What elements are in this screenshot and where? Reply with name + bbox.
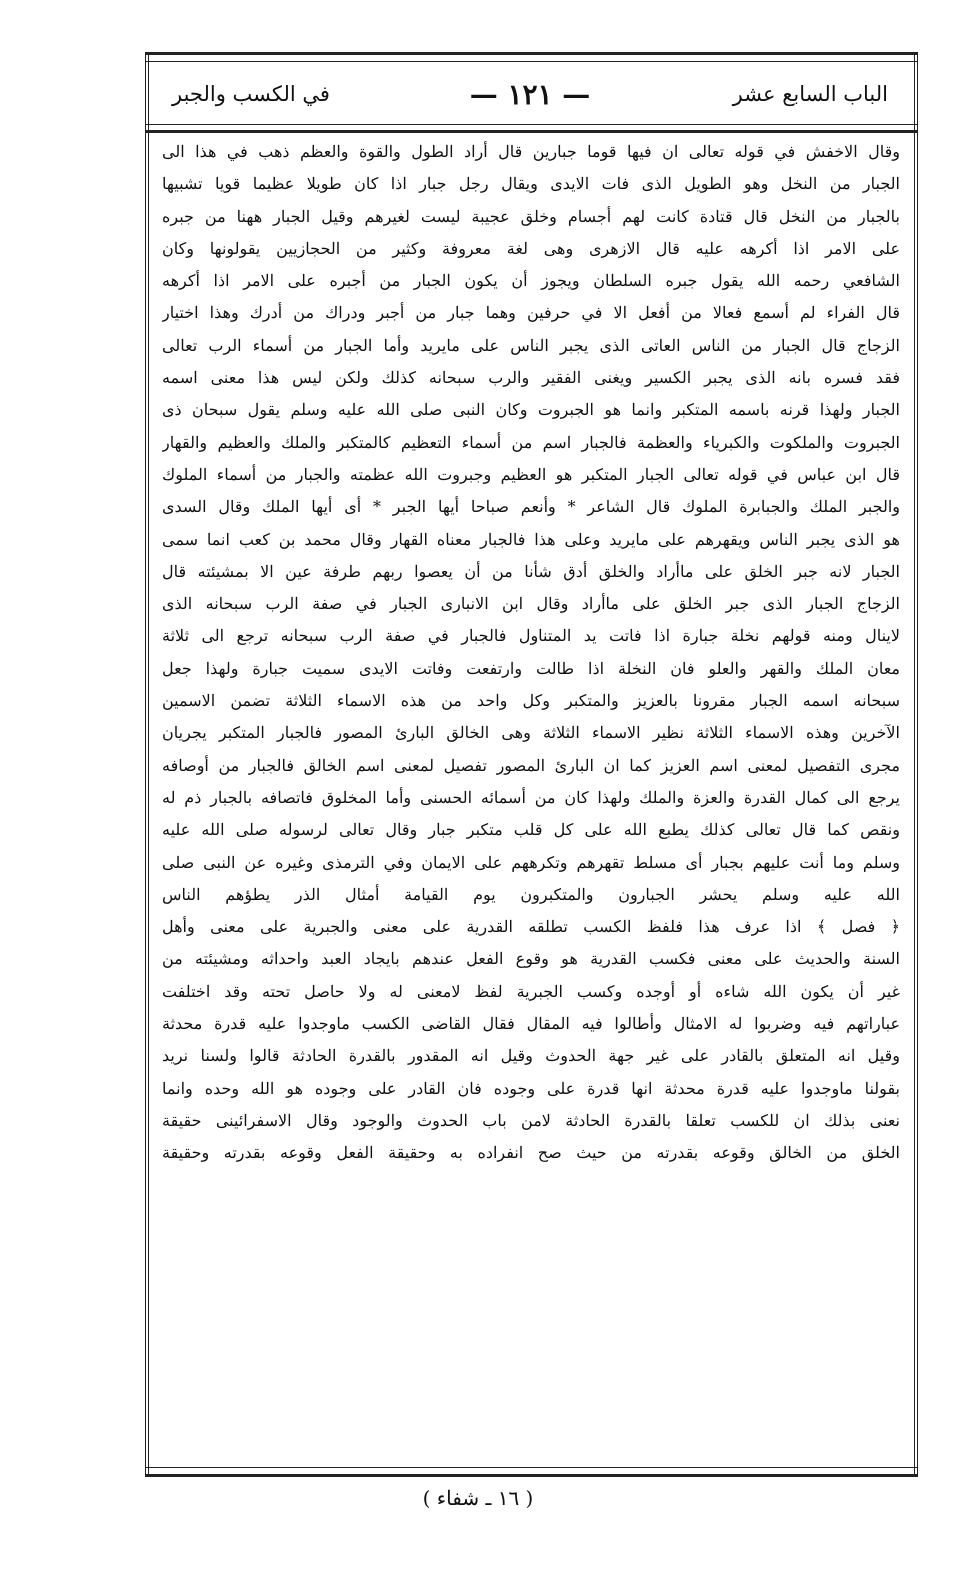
text-line: الزجاج قال الجبار من الناس العاتى الذى يجبر الناس على مايريد وأما الجبار من أسماء الرب تعالى: [162, 335, 900, 355]
text-body: [162, 136, 900, 1460]
text-line: الجبار من النخل وهو الطويل الذى فات الايدى ويقال رجل جبار اذا كان طويلا عظيما قويا تشبيها: [162, 174, 900, 194]
signature-mark: ( ١٦ ـ شفاء ): [422, 1486, 534, 1510]
section-topic: في الكسب والجبر: [172, 82, 330, 106]
text-line: السنة والحديث على معنى فكسب القدرية هو وقوع الفعل عندهم بايجاد العبد واحداثه ومشيئته من: [162, 949, 900, 969]
text-line: الخلق من الخالق وقوعه بقدرته من حيث صح انفراده به وحقيقة الفعل وقوعه بقدرته وحقيقة: [162, 1143, 900, 1163]
text-line: ﴿ فصل ﴾ اذا عرف هذا فلفظ الكسب تطلقه القدرية على معنى والجبرية على معنى وأهل: [162, 917, 900, 937]
text-line: قال الفراء لم أسمع فعالا من أفعل الا في حرفين وهما جبار من أجبر ودراك من أدرك وهذا اختيار: [162, 303, 900, 323]
running-header: [160, 72, 900, 122]
text-line: لاينال ومنه قولهم نخلة جبارة اذا فاتت يد المتناول فالجبار في صفة الرب سبحانه ترجع الى ثلاثة: [162, 626, 900, 646]
chapter-title: الباب السابع عشر: [732, 82, 888, 106]
text-line: هو الذى يجبر الناس ويقهرهم على مايريد وعلى هذا فالجبار معناه القهار وقال محمد بن كعب انما سمى: [162, 529, 900, 549]
text-line: الزجاج الجبار الذى جبر الخلق على ماأراد وقال ابن الانبارى الجبار في صفة الرب سبحانه الذى: [162, 594, 900, 614]
text-line: الجبروت والملكوت والكبرياء والعظمة فالجبار اسم من أسماء التعظيم كالمتكبر والملك والعظيم والقهار: [162, 432, 900, 452]
text-line: على الامر اذا أكرهه عليه قال الازهرى وهى لغة معروفة وكثير من الحجازيين يقولونها وكان: [162, 238, 900, 258]
text-line: الله عليه وسلم يحشر الجبارون والمتكبرون يوم القيامة أمثال الذر يطؤهم الناس: [162, 884, 900, 904]
text-line: بالجبار من النخل قال قتادة كانت لهم أجسام وخلق عجيبة ليست لغيرهم وقيل الجبار ههنا من جبره: [162, 206, 900, 226]
text-line: عباراتهم فيه وضربوا له الامثال وأطالوا فيه المقال فقال القاضى الكسب ماوجدوا عليه قدرة محدثة: [162, 1014, 900, 1034]
text-line: سبحانه اسمه الجبار مقرونا بالعزيز والمتكبر وكل واحد من هذه الاسماء الثلاثة تضمن الاسمين: [162, 691, 900, 711]
top-rule: [145, 52, 918, 62]
text-line: وقيل انه المتعلق بالقادر على غير جهة الحدوث وقيل انه المقدور بالقدرة الحادثة قالوا ولسنا نريد: [162, 1046, 900, 1066]
text-line: مجرى التفصيل لمعنى اسم العزيز كما ان البارئ المصور تفصيل لمعنى اسم الخالق فالجبار من أوصافه: [162, 755, 900, 775]
text-line: معان الملك والقهر والعلو فان النخلة اذا طالت وارتفعت وفاتت الايدى سميت جبارة ولهذا جعل: [162, 658, 900, 678]
text-line: الجبار ولهذا قرنه باسمه المتكبر وانما هو الجبروت وكان النبى صلى الله عليه وسلم يقول سبحان ذى: [162, 400, 900, 420]
header-rule: [145, 124, 918, 133]
text-line: فقد فسره بانه الذى يجبر الكسير ويغنى الفقير والرب سبحانه كذلك ولكن ليس هذا معنى اسمه: [162, 368, 900, 388]
text-line: الشافعي رحمه الله يقول جبره السلطان ويجوز أن يكون الجبار من أجبره على الامر اذا أكرهه: [162, 271, 900, 291]
bottom-rule: [145, 1467, 918, 1477]
text-line: الجبار لانه جبر الخلق على ماأراد والخلق أدق شأنا من أن يعصوا ربهم طرفة عين الا بمشيئته قال: [162, 561, 900, 581]
text-line: بقولنا ماوجدوا عليه قدرة محدثة انها قدرة على وجوده فان القادر على وجوده هو الله وحده وانما: [162, 1078, 900, 1098]
text-line: وسلم وما أنت عليهم بجبار أى مسلط تقهرهم وتكرههم على الايمان وفي الترمذى وغيره عن النبى صلى: [162, 852, 900, 872]
page-number: — ١٢١ —: [469, 78, 591, 111]
text-line: نعنى بذلك ان للكسب تعلقا بالقدرة الحادثة لامن باب الحدوث والوجود وقال الاسفرائينى حقيقة: [162, 1110, 900, 1130]
text-line: ونقص كما قال تعالى كذلك يطبع الله على كل قلب متكبر جبار وقال تعالى لرسوله صلى الله عليه: [162, 820, 900, 840]
text-line: الآخرين وهذه الاسماء الثلاثة نظير الاسماء الثلاثة وهى الخالق البارئ المصور فالجبار المتكبر يجريان: [162, 723, 900, 743]
text-line: قال ابن عباس في قوله تعالى الجبار المتكبر هو العظيم وجبروت الله عظمته والجبار من أسماء الملوك: [162, 464, 900, 484]
text-line: وقال الاخفش في قوله تعالى ان فيها قوما جبارين قال أراد الطول والقوة والعظم ذهب في هذا الى: [162, 142, 900, 161]
text-line: يرجع الى كمال القدرة والعزة والملك ولهذا كان من أسمائه الحسنى وأما المخلوق فاتصافه بالجبار ذم له: [162, 787, 900, 807]
text-line: غير أن يكون الله شاءه أو أوجده وكسب الجبرية لفظ لامعنى له ولا حاصل تحته وقد اختلفت: [162, 981, 900, 1001]
text-line: والجبر الملك والجبابرة الملوك قال الشاعر * وأنعم صباحا أيها الجبر * أى أيها الملك وقال السدى: [162, 497, 900, 517]
